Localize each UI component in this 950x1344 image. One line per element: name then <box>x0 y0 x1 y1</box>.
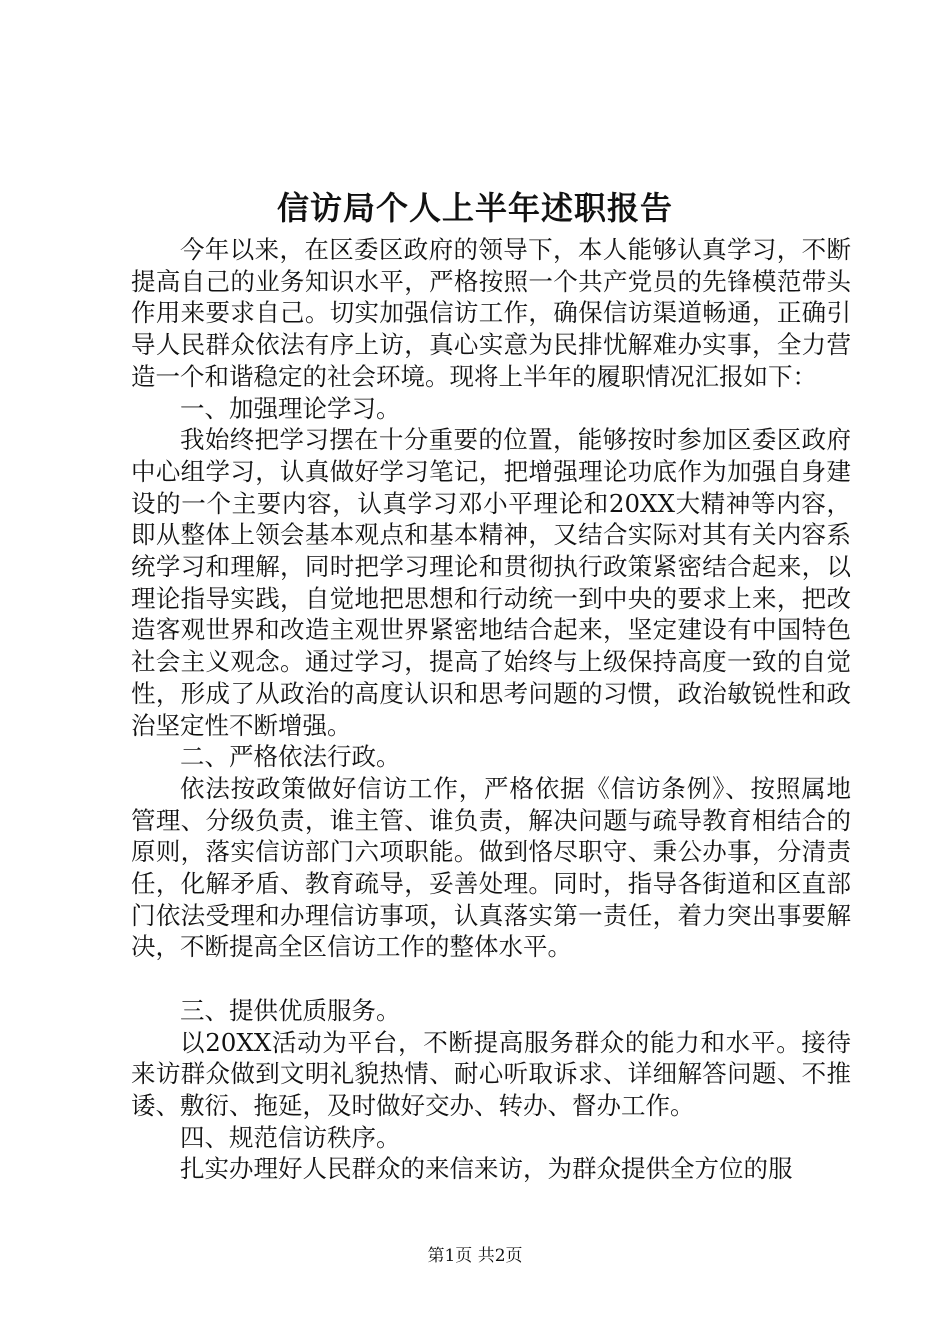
section-paragraph-1: 我始终把学习摆在十分重要的位置，能够按时参加区委区政府中心组学习，认真做好学习笔记，把增强理论功底作为加强自身建设的一个主要内容，认真学习邓小平理论和20XX大精神等内容，即从整体上领会基本观点和基本精神，又结合实际对其有关内容系统学习和理解，同时把学习理论和贯彻执行政策紧密结合起来，以理论指导实践，自觉地把思想和行动统一到中央的要求上来，把改造客观世界和改造主观世界紧密地结合起来，坚定建设有中国特色社会主义观念。通过学习，提高了始终与上级保持高度一致的自觉性，形成了从政治的高度认识和思考问题的习惯，政治敏锐性和政治坚定性不断增强。 <box>131 425 851 740</box>
section-paragraph-4: 扎实办理好人民群众的来信来访，为群众提供全方位的服 <box>180 1154 793 1184</box>
intro-paragraph: 今年以来，在区委区政府的领导下，本人能够认真学习，不断提高自己的业务知识水平，严格按照一个共产党员的先锋模范带头作用来要求自己。切实加强信访工作，确保信访渠道畅通，正确引导人民群众依法有序上访，真心实意为民排忧解难办实事，全力营造一个和谐稳定的社会环境。现将上半年的履职情况汇报如下： <box>131 235 851 391</box>
document-title: 信访局个人上半年述职报告 <box>276 189 673 227</box>
section-paragraph-3: 以20XX活动为平台，不断提高服务群众的能力和水平。接待来访群众做到文明礼貌热情、耐心听取诉求、详细解答问题、不推诿、敷衍、拖延，及时做好交办、转办、督办工作。 <box>131 1027 851 1120</box>
section-paragraph-2: 依法按政策做好信访工作，严格依据《信访条例》、按照属地管理、分级负责，谁主管、谁负责，解决问题与疏导教育相结合的原则，落实信访部门六项职能。做到恪尽职守、秉公办事，分清责任，化解矛盾、教育疏导，妥善处理。同时，指导各街道和区直部门依法受理和办理信访事项，认真落实第一责任，着力突出事要解决，不断提高全区信访工作的整体水平。 <box>131 773 851 962</box>
section-heading-1: 一、加强理论学习。 <box>180 393 401 423</box>
section-heading-3: 三、提供优质服务。 <box>180 995 401 1025</box>
section-heading-2: 二、严格依法行政。 <box>180 742 401 772</box>
document-body <box>131 234 851 1185</box>
section-heading-4: 四、规范信访秩序。 <box>180 1122 401 1152</box>
page-footer: 第1页 共2页 <box>427 1246 523 1266</box>
